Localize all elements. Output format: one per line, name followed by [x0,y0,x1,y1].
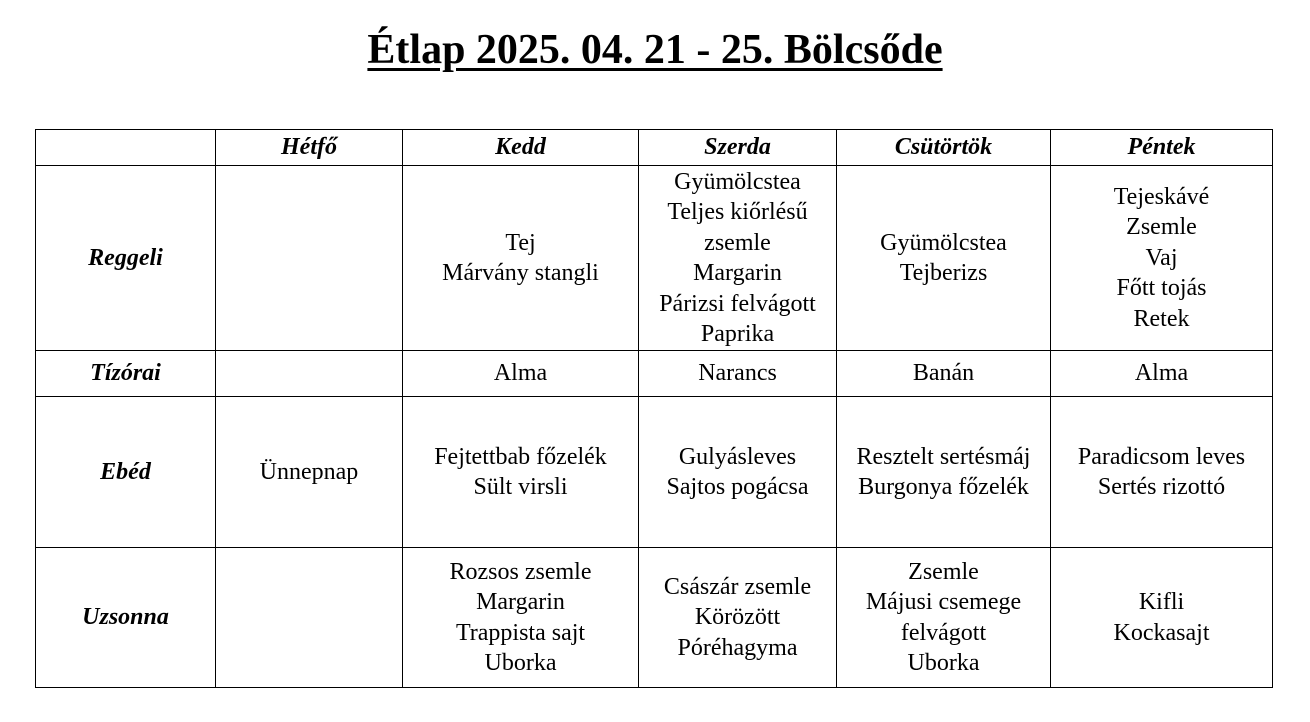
dish-item: Márvány stangli [442,260,599,286]
menu-cell-csutortok [837,397,1051,548]
dish-item: Májusi csemege [865,589,1022,615]
menu-cell-hetfo [216,351,403,397]
dish-item: Sertés rizottó [1097,474,1226,500]
dish-item: Margarin [693,260,782,286]
dish-item: Narancs [698,360,777,387]
day-header-hetfo: Hétfő [216,130,403,166]
menu-cell-szerda [639,397,837,548]
menu-cell-kedd [403,351,639,397]
corner-cell [36,130,216,166]
day-header-pentek: Péntek [1051,130,1273,166]
meal-label: Reggeli [36,166,216,351]
dish-item: Burgonya főzelék [858,474,1029,500]
dish-item: Gyümölcstea [674,168,801,195]
dish-item: Póréhagyma [677,634,798,661]
dish-item: Gyümölcstea [880,229,1007,256]
dish-item: Császár zsemle [663,573,812,600]
menu-cell-szerda [639,351,837,397]
menu-cell-hetfo [216,548,403,688]
dish-item: Főtt tojás [1116,275,1207,302]
dish-item: Kifli [1138,589,1185,615]
dish-item: zsemle [704,229,771,256]
dish-item: Trappista sajt [455,619,586,646]
menu-cell-szerda [639,548,837,688]
menu-cell-kedd [403,548,639,688]
dish-item: Ünnepnap [259,458,359,485]
dish-item: Zsemle [908,558,979,585]
header-row [36,130,1273,166]
dish-item: Tejeskávé [1113,183,1210,210]
dish-item: Sajtos pogácsa [666,474,809,500]
dish-item: felvágott [900,619,987,646]
dish-item: Vaj [1145,244,1178,271]
menu-cell-csutortok [837,351,1051,397]
meal-row-ebed [36,397,1273,548]
dish-item: Banán [912,360,975,387]
dish-item: Teljes kiőrlésű [667,199,808,225]
page-title [0,22,1310,78]
day-header-kedd: Kedd [403,130,639,166]
dish-item: Párizsi felvágott [659,290,816,317]
menu-cell-hetfo [216,166,403,351]
dish-item: Retek [1133,305,1190,332]
meal-label: Tízórai [36,351,216,397]
menu-cell-kedd [403,397,639,548]
dish-item: Paprika [700,321,775,347]
page-title-text: Étlap 2025. 04. 21 - 25. Bölcsőde [367,27,943,73]
dish-item: Uborka [484,650,557,676]
meal-row-reggeli [36,166,1273,351]
menu-cell-hetfo [216,397,403,548]
day-header-szerda: Szerda [639,130,837,166]
dish-item: Tejberizs [899,260,988,286]
menu-cell-csutortok [837,548,1051,688]
day-header-csutortok: Csütörtök [837,130,1051,166]
menu-cell-kedd [403,166,639,351]
dish-item: Kockasajt [1113,619,1210,646]
menu-cell-pentek [1051,351,1273,397]
dish-item: Gulyásleves [678,443,797,470]
menu-cell-csutortok [837,166,1051,351]
menu-cell-pentek [1051,548,1273,688]
meal-label: Ebéd [36,397,216,548]
dish-item: Paradicsom leves [1077,443,1246,470]
dish-item: Margarin [476,589,565,615]
meal-row-tizorai [36,351,1273,397]
menu-cell-pentek [1051,166,1273,351]
dish-item: Resztelt sertésmáj [856,443,1031,470]
dish-item: Alma [493,360,548,387]
menu-cell-szerda [639,166,837,351]
dish-item: Sült virsli [473,474,568,500]
dish-item: Rozsos zsemle [449,558,592,585]
dish-item: Tej [505,229,536,256]
dish-item: Körözött [694,604,781,631]
dish-item: Alma [1134,360,1189,387]
dish-item: Fejtettbab főzelék [434,443,607,470]
menu-cell-pentek [1051,397,1273,548]
menu-table [35,129,1273,688]
meal-row-uzsonna [36,548,1273,688]
meal-label: Uzsonna [36,548,216,688]
dish-item: Zsemle [1126,214,1197,241]
dish-item: Uborka [907,650,980,676]
